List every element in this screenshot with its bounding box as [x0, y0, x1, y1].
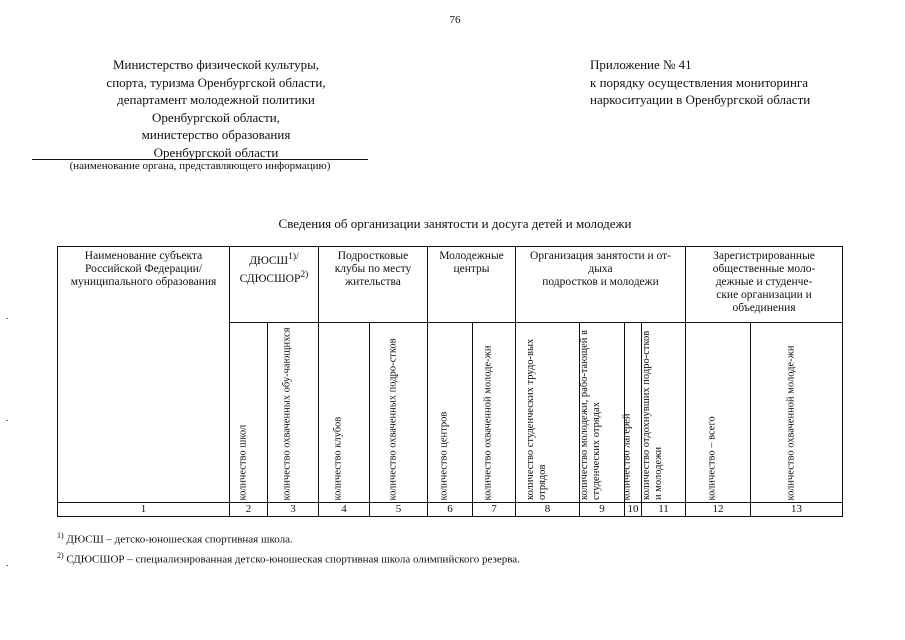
- subheader-cell: количество охваченной молоде-жи: [473, 323, 516, 503]
- subheader-cell: количество отдохнувших подро-стков и молодежи: [642, 323, 686, 503]
- appendix-line: наркоситуации в Оренбургской области: [590, 92, 811, 107]
- document-title: Сведения об организации занятости и досуга детей и молодежи: [278, 216, 632, 231]
- column-number: 7: [473, 503, 516, 517]
- subheader-cell: количество лагерей: [625, 323, 642, 503]
- header-group-public-organizations: Зарегистрированные общественные моло- дежные и студенче- ские организации и объединения: [686, 247, 843, 323]
- org-line: Оренбургской области: [153, 144, 279, 160]
- page-number: 76: [449, 14, 461, 26]
- subheader-cell: количество охваченных обу-чающихся: [268, 323, 319, 503]
- footnote-2: $^{2)}$ СДЮСШОР – специализированная детско-юношеская спортивная школа олимпийского резерва.: [57, 550, 520, 566]
- subheader-cell: количество молодежи, рабо-тающей в студенческих отрядах: [580, 323, 625, 503]
- column-number: 8: [516, 503, 580, 517]
- appendix-number: Приложение № 41: [590, 57, 692, 72]
- footnote-1: $^{1)}$ ДЮСШ – детско-юношеская спортивная школа.: [57, 531, 293, 546]
- reporting-organization: [60, 56, 372, 161]
- column-number: 2: [230, 503, 268, 517]
- subheader-cell: количество клубов: [319, 323, 370, 503]
- header-group-youth-centers: Молодежные центры: [428, 247, 516, 323]
- subheader-cell: количество центров: [428, 323, 473, 503]
- appendix-line: к порядку осуществления мониторинга: [590, 74, 809, 90]
- subheader-cell: количество студенческих трудо-вых отрядов: [516, 323, 580, 503]
- column-number: 3: [268, 503, 319, 517]
- column-number: 6: [428, 503, 473, 517]
- column-number: 12: [686, 503, 751, 517]
- subheader-cell: количество школ: [230, 323, 268, 503]
- header-subject-name: Наименование субъекта Российской Федерации/ муниципального образования: [58, 247, 230, 503]
- scan-margin-mark: [6, 565, 8, 566]
- org-line: Оренбургской области,: [152, 109, 280, 125]
- appendix-header: [590, 56, 880, 109]
- org-line: спорта, туризма Оренбургской области,: [106, 74, 326, 90]
- column-number: 10: [625, 503, 642, 517]
- column-number: 13: [751, 503, 843, 517]
- column-number: 11: [642, 503, 686, 517]
- header-group-sport-schools: $ДЮСШ^{1)/}$ СДЮСШОР$^{2)}$: [230, 247, 319, 323]
- header-group-youth-clubs: Подростковые клубы по месту жительства: [319, 247, 428, 323]
- subheader-cell: количество охваченной молоде-жи: [751, 323, 843, 503]
- org-line: Министерство физической культуры,: [112, 57, 320, 72]
- column-number: 5: [370, 503, 428, 517]
- subheader-cell: количество охваченных подро-стков: [370, 323, 428, 503]
- scan-margin-mark: [6, 318, 8, 319]
- org-line: департамент молодежной политики: [117, 92, 315, 107]
- org-line: министерство образования: [141, 127, 291, 142]
- leisure-report-table: [57, 246, 843, 517]
- header-group-employment: Организация занятости и от- дыха подростков и молодежи: [516, 247, 686, 323]
- column-number: 9: [580, 503, 625, 517]
- column-number: 1: [58, 503, 230, 517]
- org-caption: (наименование органа, представляющего информацию): [69, 160, 331, 172]
- scan-margin-mark: [6, 420, 8, 421]
- footnotes: [57, 528, 837, 567]
- column-number: 4: [319, 503, 370, 517]
- subheader-cell: количество – всего: [686, 323, 751, 503]
